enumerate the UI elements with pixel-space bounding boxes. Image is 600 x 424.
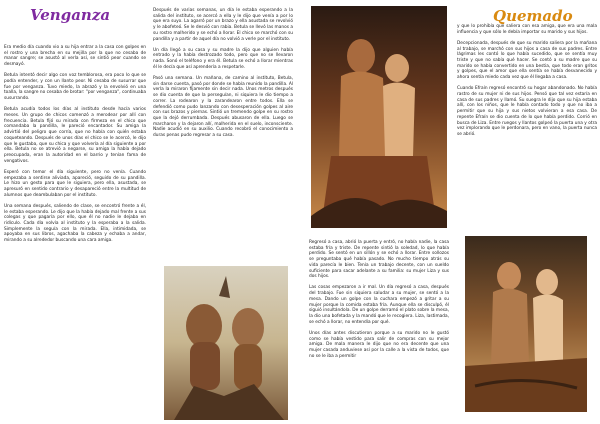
paragraph: Un día llegó a su casa y su madre la dijo que alguien había entrado y la había destrozado todo, pero que no se llevaron nada. Sonó el teléfono y era él. Betula se echó a llorar mientras él le decía que así aprendería a respetarle. xyxy=(153,47,293,70)
paragraph: Después de varias semanas, un día le estaba esperando a la salida del instituto, se acercó a ella y le dijo que venía a por lo que era suyo. La agarró por un brazo y ella asustada se revolvió y le abofeteó. Se le desvió con rabia. Betula se llevó las manos a su rostro malherido y se echó a llorar. El chico se marchó con su pandilla y a partir de aquel día no volvió a verle por el instituto. xyxy=(153,8,293,42)
paragraph: Era medio día cuando vio a su hija entrar a la casa con golpes en el rostro y una brecha en su mejilla por la que no cesaba de manar sangre; se asustó al verla así, se sintió peor cuando se desmayó. xyxy=(4,45,146,68)
paragraph: Pasó una semana. Un mañana, de camino al instituto, Betula, sin darse cuenta, pasó por donde se había reunido la pandilla. Al verla la miraron fijamente sin decir nada. Unos metros después se dio cuenta de que la perseguían, ni siquiera le dio tiempo a correr. La rodearon y la zarandearon entre todos. Ella se defendió como pudo lanzando con desesperación golpes al aire con sus brazos y piernas. Sintió un tremendo golpe en su rostro que la dejó derrumbada. Después abusaron de ella. Luego se marcharon y la dejaron allí, malherida en el suelo, inconsciente. Nadie acudió en su auxilio. Cuando recobró el conocimiento a duras penas pudo regresar a su casa. xyxy=(153,76,293,139)
fantasy-illustration-couple xyxy=(311,6,447,228)
column-3 xyxy=(303,0,453,424)
paragraph: Una semana después, saliendo de clase, se encontró frente a él, le estaba esperando. Le dijo que la había dejado mal frente a sus colegas y que pagaría por ello, que él no nadie le dejaba en ridículo. Cada día volvía al instituto y la esperaba a la salida. Simplemente la seguía con la mirada. Ella, intimidada, se apoyaba en sus libros, agachaba la cabeza y echaba a andar, mirando a su alrededor buscando una cara amiga. xyxy=(4,203,146,244)
paragraph: y que lo prohibía que saliera con esa amiga, que era una mala influencia y que sólo le debía importar su marido y sus hijos. xyxy=(457,24,597,35)
fantasy-illustration-figures xyxy=(465,236,587,412)
story-title-quemado: Quemado xyxy=(493,7,573,25)
paragraph: Betula intentó decir algo con voz temblorosa, era poco lo que se podía entender, y con un llanto peor. Ni cesaba de susurrar que fue por venganza. Tuvo miedo, la abrazó y la envolvió en una toalla, la sangre no cesaba de brotar: "por venganza", continuaba susurrando. xyxy=(4,73,146,102)
column-2-text xyxy=(153,8,293,144)
column-3-text xyxy=(309,240,449,365)
paragraph: Decepcionada, después de que su marido saliera por la mañana al trabajo, se marchó con sus hijos a casa de sus padres. Entre lágrimas les contó lo que había sucedido, que se sentía muy triste y que no sabía qué hacer. Se contó a su madre que su marido se había convertido en una bestia, que todo eran gritos y golpes, que el amor que ella sentía se había desvanecido y ahora sentía miedo cada vez que él llegaba a casa. xyxy=(457,40,597,81)
paragraph: Cuando Efraín regresó encontró su hogar abandonado. No había rastro de su mujer ni de sus hijos. Pensó que tal vez estaría en casa de sus padres y llamó. Su suegra le dijo que su hija estaba allí, con los niños, que le había contado todo y que no iba a permitir que su hija y sus nietos volvieran a esa casa. De repente Efraín se dio cuenta de lo que había perdido. Corrió en busca de Liza. Entre ruegos y llantos golpeó la puerta una y otra vez implorando que le perdonara, pero en vano, la puerta nunca se abrió. xyxy=(457,86,597,137)
paragraph: Regresó a casa, abrió la puerta y entró, no había nadie, la casa estaba fría y triste. De repente sintió la soledad, lo que había perdido. Se sentó en un sillón y se echó a llorar. Entre sollozos se preguntaba qué había pasado. No mucho tiempo atrás su vida parecía le bien. Tenía un trabajo decente, con un sueldo suficiente para sacar adelante a su familia: su mujer Liza y sus dos hijos. xyxy=(309,240,449,280)
paragraph: Las cosas empezaron a ir mal. Un día regresó a casa, después del trabajo. Fue sin siquiera saludar a su mujer, se sentó a la mesa. Dando un golpe con la cuchara empezó a gritar a su mujer porque la comida estaba fría. Aunque ella se disculpó, él siguió insultándola. De un golpe derramó el plato sobre la mesa, la dio una bofetada y la mandó que le recogiera. Liza, lastimada, se echó a llorar, no entendía por qué. xyxy=(309,285,449,325)
paragraph: Unos días antes discutieron porque a su marido no le gustó como se había vestido para salir de compras con su mejor amiga. De mala manera le dijo que no era decente que una mujer casada anduviese así por la calle a la vista de todos, que no se le iba a permitir xyxy=(309,330,449,359)
column-4-text xyxy=(457,24,597,143)
column-2 xyxy=(150,0,298,424)
column-1 xyxy=(4,0,150,424)
paragraph: Esperó con temor el día siguiente, pero no venía. Cuando empezaba a sentirse aliviada, apareció, seguido de su pandilla. Le hizo un gesto para que le siguiera, pero ella, asustada, se apresuró en sentido contrario y desapareció entre la multitud de alumnos que deambulaban por el instituto. xyxy=(4,169,146,198)
fantasy-illustration-warriors xyxy=(164,266,288,420)
paragraph: Betula acudía todos los días al instituto desde hacía varios meses. Un grupo de chicos comenzó a merodear por allí con frecuencia. Betula fijó su mirada con firmeza en el chico que comandaba la pandilla, le pareció encantador. Su amiga la advirtió del peligro que corría, que no había con quién estaba coqueteando. Después de unos días el chico se le acercó, le dijo que le gustaba, que su chica y que volvería al día siguiente a por ella. Betula no se atrevió a negarse, su amiga la había dejado preocupada, eran la autoridad en el barrio y tenían fama de vengativos. xyxy=(4,107,146,164)
column-1-text xyxy=(4,45,146,249)
column-4 xyxy=(453,0,600,424)
story-title-venganza: Venganza xyxy=(30,6,111,24)
